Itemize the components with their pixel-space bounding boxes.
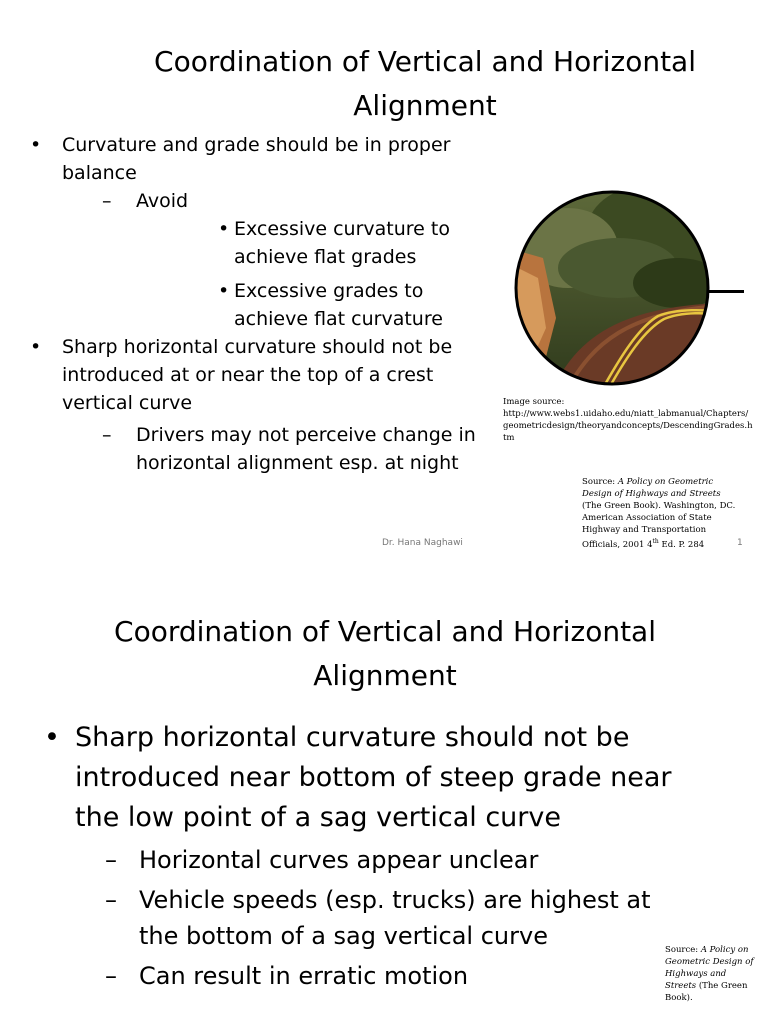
bullet-item <box>30 131 500 333</box>
bullet-text: Curvature and grade should be in proper balance <box>62 134 451 184</box>
source-prefix: Source: <box>665 945 701 955</box>
road-photo <box>508 188 744 388</box>
sub-sub-bullet-text: Excessive grades to achieve flat curvature <box>234 280 443 330</box>
sub-bullet-item <box>102 421 500 477</box>
sub-sub-bullet-item <box>218 215 500 271</box>
page-number: 1 <box>737 538 743 548</box>
source-prefix: Source: <box>582 477 618 487</box>
slide-2 <box>0 576 768 1024</box>
source-title: A Policy on Geometric Design of Highways and Streets <box>665 945 754 991</box>
source-citation <box>582 476 742 551</box>
sub-bullet-item <box>105 842 684 878</box>
bullet-text: Sharp horizontal curvature should not be introduced at or near the top of a crest vertical curve <box>62 336 453 414</box>
source-citation <box>665 944 760 1004</box>
source-title: A Policy on Geometric Design of Highways and Streets <box>582 477 721 499</box>
sub-bullet-item <box>102 187 500 333</box>
sub-bullet-text: Drivers may not perceive change in horizontal alignment esp. at night <box>136 424 476 474</box>
sub-sub-bullet-text: Excessive curvature to achieve flat grades <box>234 218 450 268</box>
photo-pointer-line <box>708 290 744 293</box>
road-photo-image <box>508 188 718 388</box>
author-footer: Dr. Hana Naghawi <box>382 538 463 548</box>
image-source-caption <box>503 396 753 444</box>
source-superscript: th <box>652 538 659 545</box>
sub-sub-bullet-item <box>218 277 500 333</box>
sub-bullet-text: Vehicle speeds (esp. trucks) are highest at the bottom of a sag vertical curve <box>139 886 651 950</box>
sub-bullet-item <box>105 882 684 954</box>
bullet-item <box>30 333 500 477</box>
source-details: (The Green Book). Washington, DC. American Association of State Highway and Transportation Officials, 2001 4 <box>582 501 736 550</box>
slide-1-bullet-list <box>30 131 500 477</box>
image-source-url: http://www.webs1.uidaho.edu/niatt_labmanual/Chapters/geometricdesign/theoryandconcepts/DescendingGrades.htm <box>503 409 753 443</box>
slide-2-title: Coordination of Vertical and Horizontal Alignment <box>114 615 656 692</box>
source-details: (The Green Book). <box>665 981 748 1003</box>
bullet-item <box>44 718 684 994</box>
image-source-label: Image source: <box>503 397 565 407</box>
sub-bullet-text: Can result in erratic motion <box>139 962 469 990</box>
slide-1-title: Coordination of Vertical and Horizontal Alignment <box>154 45 696 122</box>
sub-bullet-text: Horizontal curves appear unclear <box>139 846 539 874</box>
sub-bullet-text: Avoid <box>136 190 189 212</box>
bullet-text: Sharp horizontal curvature should not be introduced near bottom of steep grade near the low point of a sag vertical curve <box>75 722 672 833</box>
source-end: Ed. P. 284 <box>658 539 705 550</box>
sub-bullet-item <box>105 958 684 994</box>
slide-2-bullet-list <box>44 718 684 994</box>
